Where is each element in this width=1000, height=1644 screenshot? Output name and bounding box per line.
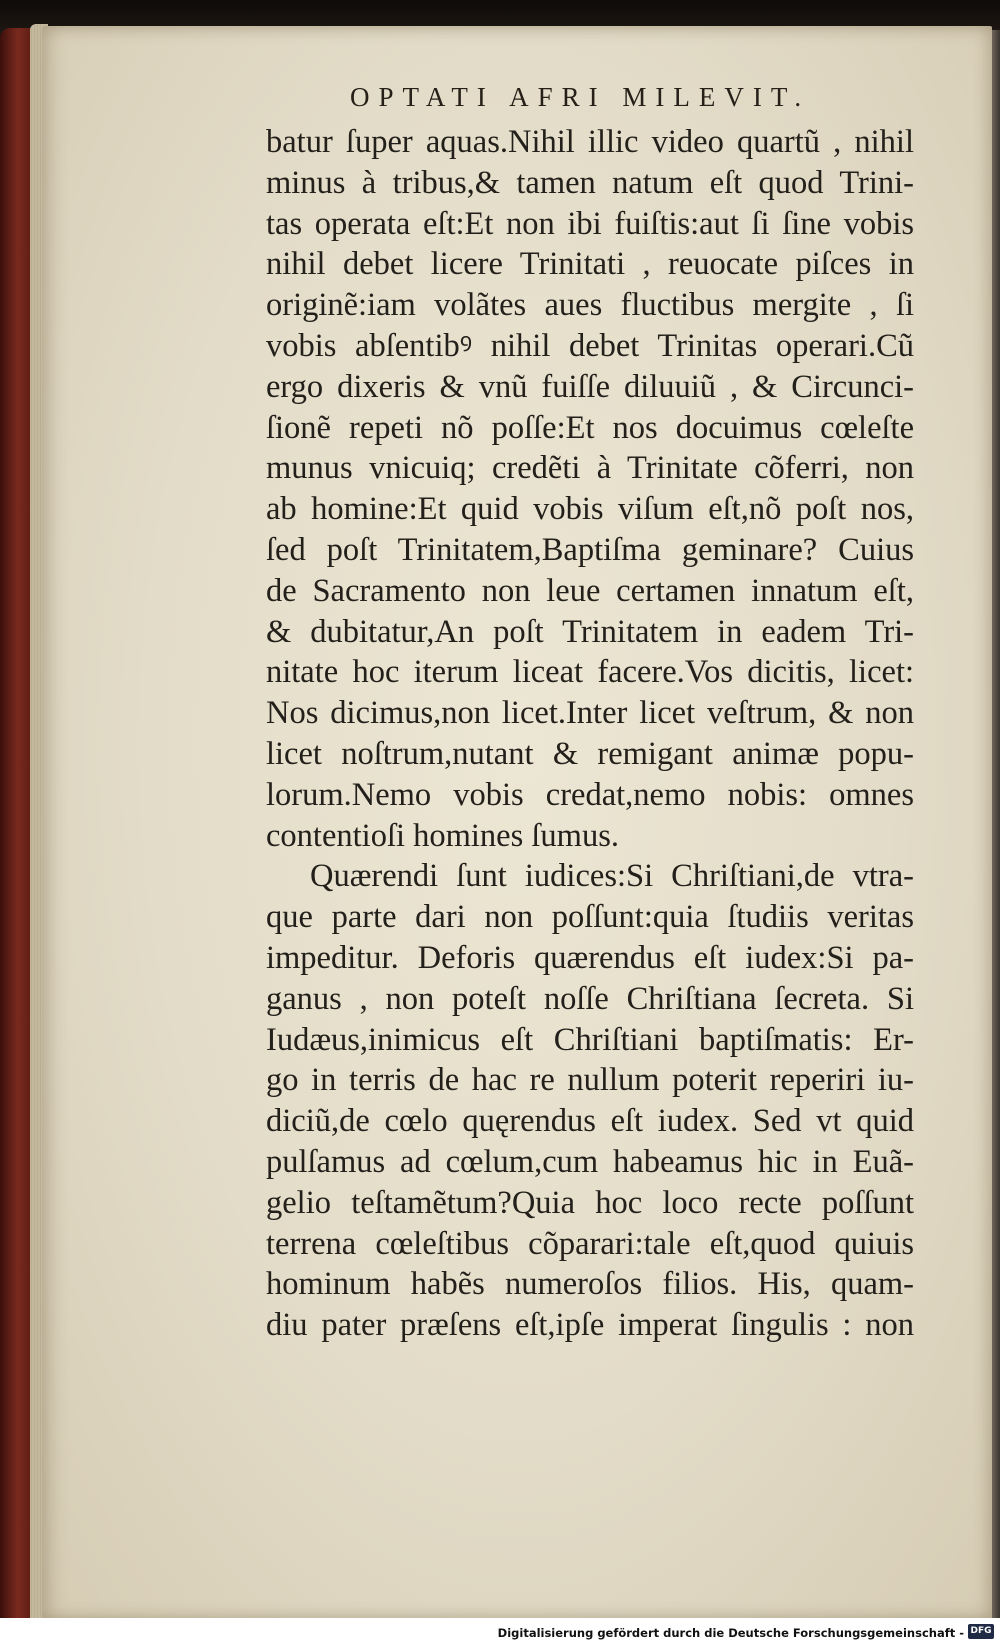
text-line: ſionẽ repeti nõ poſſe:Et nos docuimus cœleſte (266, 409, 914, 446)
text-line: go in terris de hac re nullum poterit reperiri iu- (266, 1062, 914, 1099)
text-line: contentioſi homines ſumus. (266, 817, 619, 854)
text-line: terrena cœleſtibus cõparari:tale eſt,quod quiuis (266, 1225, 914, 1262)
text-line: hominum habẽs numeroſos filios. His, quam- (266, 1266, 914, 1303)
text-line: munus vnicuiq; credẽti à Trinitate cõferri, non (266, 450, 914, 487)
text-line: pulſamus ad cœlum,cum habeamus hic in Euã- (266, 1143, 914, 1180)
text-line: batur ſuper aquas.Nihil illic video quartũ , nihil (266, 124, 914, 160)
text-line: minus à tribus,& tamen natum eſt quod Trini- (266, 164, 914, 201)
text-line: tas operata eſt:Et non ibi fuiſtis:aut ſi ſine vobis (266, 205, 914, 242)
text-line: & dubitatur,An poſt Trinitatem in eadem Tri- (266, 613, 914, 650)
text-line: lorum.Nemo vobis credat,nemo nobis: omnes (266, 776, 914, 813)
text-line: ergo dixeris & vnũ fuiſſe diluuiũ , & Circunci- (266, 368, 914, 405)
text-line: diciũ,de cœlo quęrendus eſt iudex. Sed vt quid (266, 1103, 914, 1140)
running-head: OPTATI AFRI MILEVIT. (350, 82, 811, 112)
text-line: vobis abſentibꝰ nihil debet Trinitas operari.Cũ (266, 327, 914, 364)
text-line: licet noſtrum,nutant & remigant animæ popu- (266, 735, 914, 772)
text-line: Iudæus,inimicus eſt Chriſtiani baptiſmatis: Er- (266, 1021, 914, 1058)
text-line: originẽ:iam volãtes aues fluctibus mergite , ſi (266, 287, 914, 324)
text-line: nihil debet licere Trinitati , reuocate piſces in (266, 246, 914, 283)
text-line: de Sacramento non leue certamen innatum eſt, (266, 572, 914, 609)
text-line: gelio teſtamẽtum?Quia hoc loco recte poſſunt (266, 1184, 914, 1221)
text-line: diu pater præſens eſt,ipſe imperat ſingulis : non (266, 1307, 914, 1344)
text-line: ab homine:Et quid vobis viſum eſt,nõ poſt nos, (266, 491, 914, 528)
page-text (266, 122, 914, 1346)
text-line: ganus , non poteſt noſſe Chriſtiana ſecreta. Si (266, 980, 914, 1017)
text-line: ſed poſt Trinitatem,Baptiſma geminare? Cuius (266, 531, 914, 568)
text-line: Nos dicimus,non licet.Inter licet veſtrum, & non (266, 695, 914, 732)
text-line: Quærendi ſunt iudices:Si Chriſtiani,de vtra- (310, 858, 914, 895)
text-line: impeditur. Deforis quærendus eſt iudex:Si pa- (266, 939, 914, 976)
dfg-logo-icon: DFG (968, 1624, 994, 1639)
text-line: nitate hoc iterum liceat facere.Vos dicitis, licet: (266, 654, 914, 691)
funding-credit: Digitalisierung gefördert durch die Deutsche Forschungsgemeinschaft - (497, 1626, 964, 1640)
text-line: que parte dari non poſſunt:quia ſtudiis veritas (266, 899, 914, 936)
